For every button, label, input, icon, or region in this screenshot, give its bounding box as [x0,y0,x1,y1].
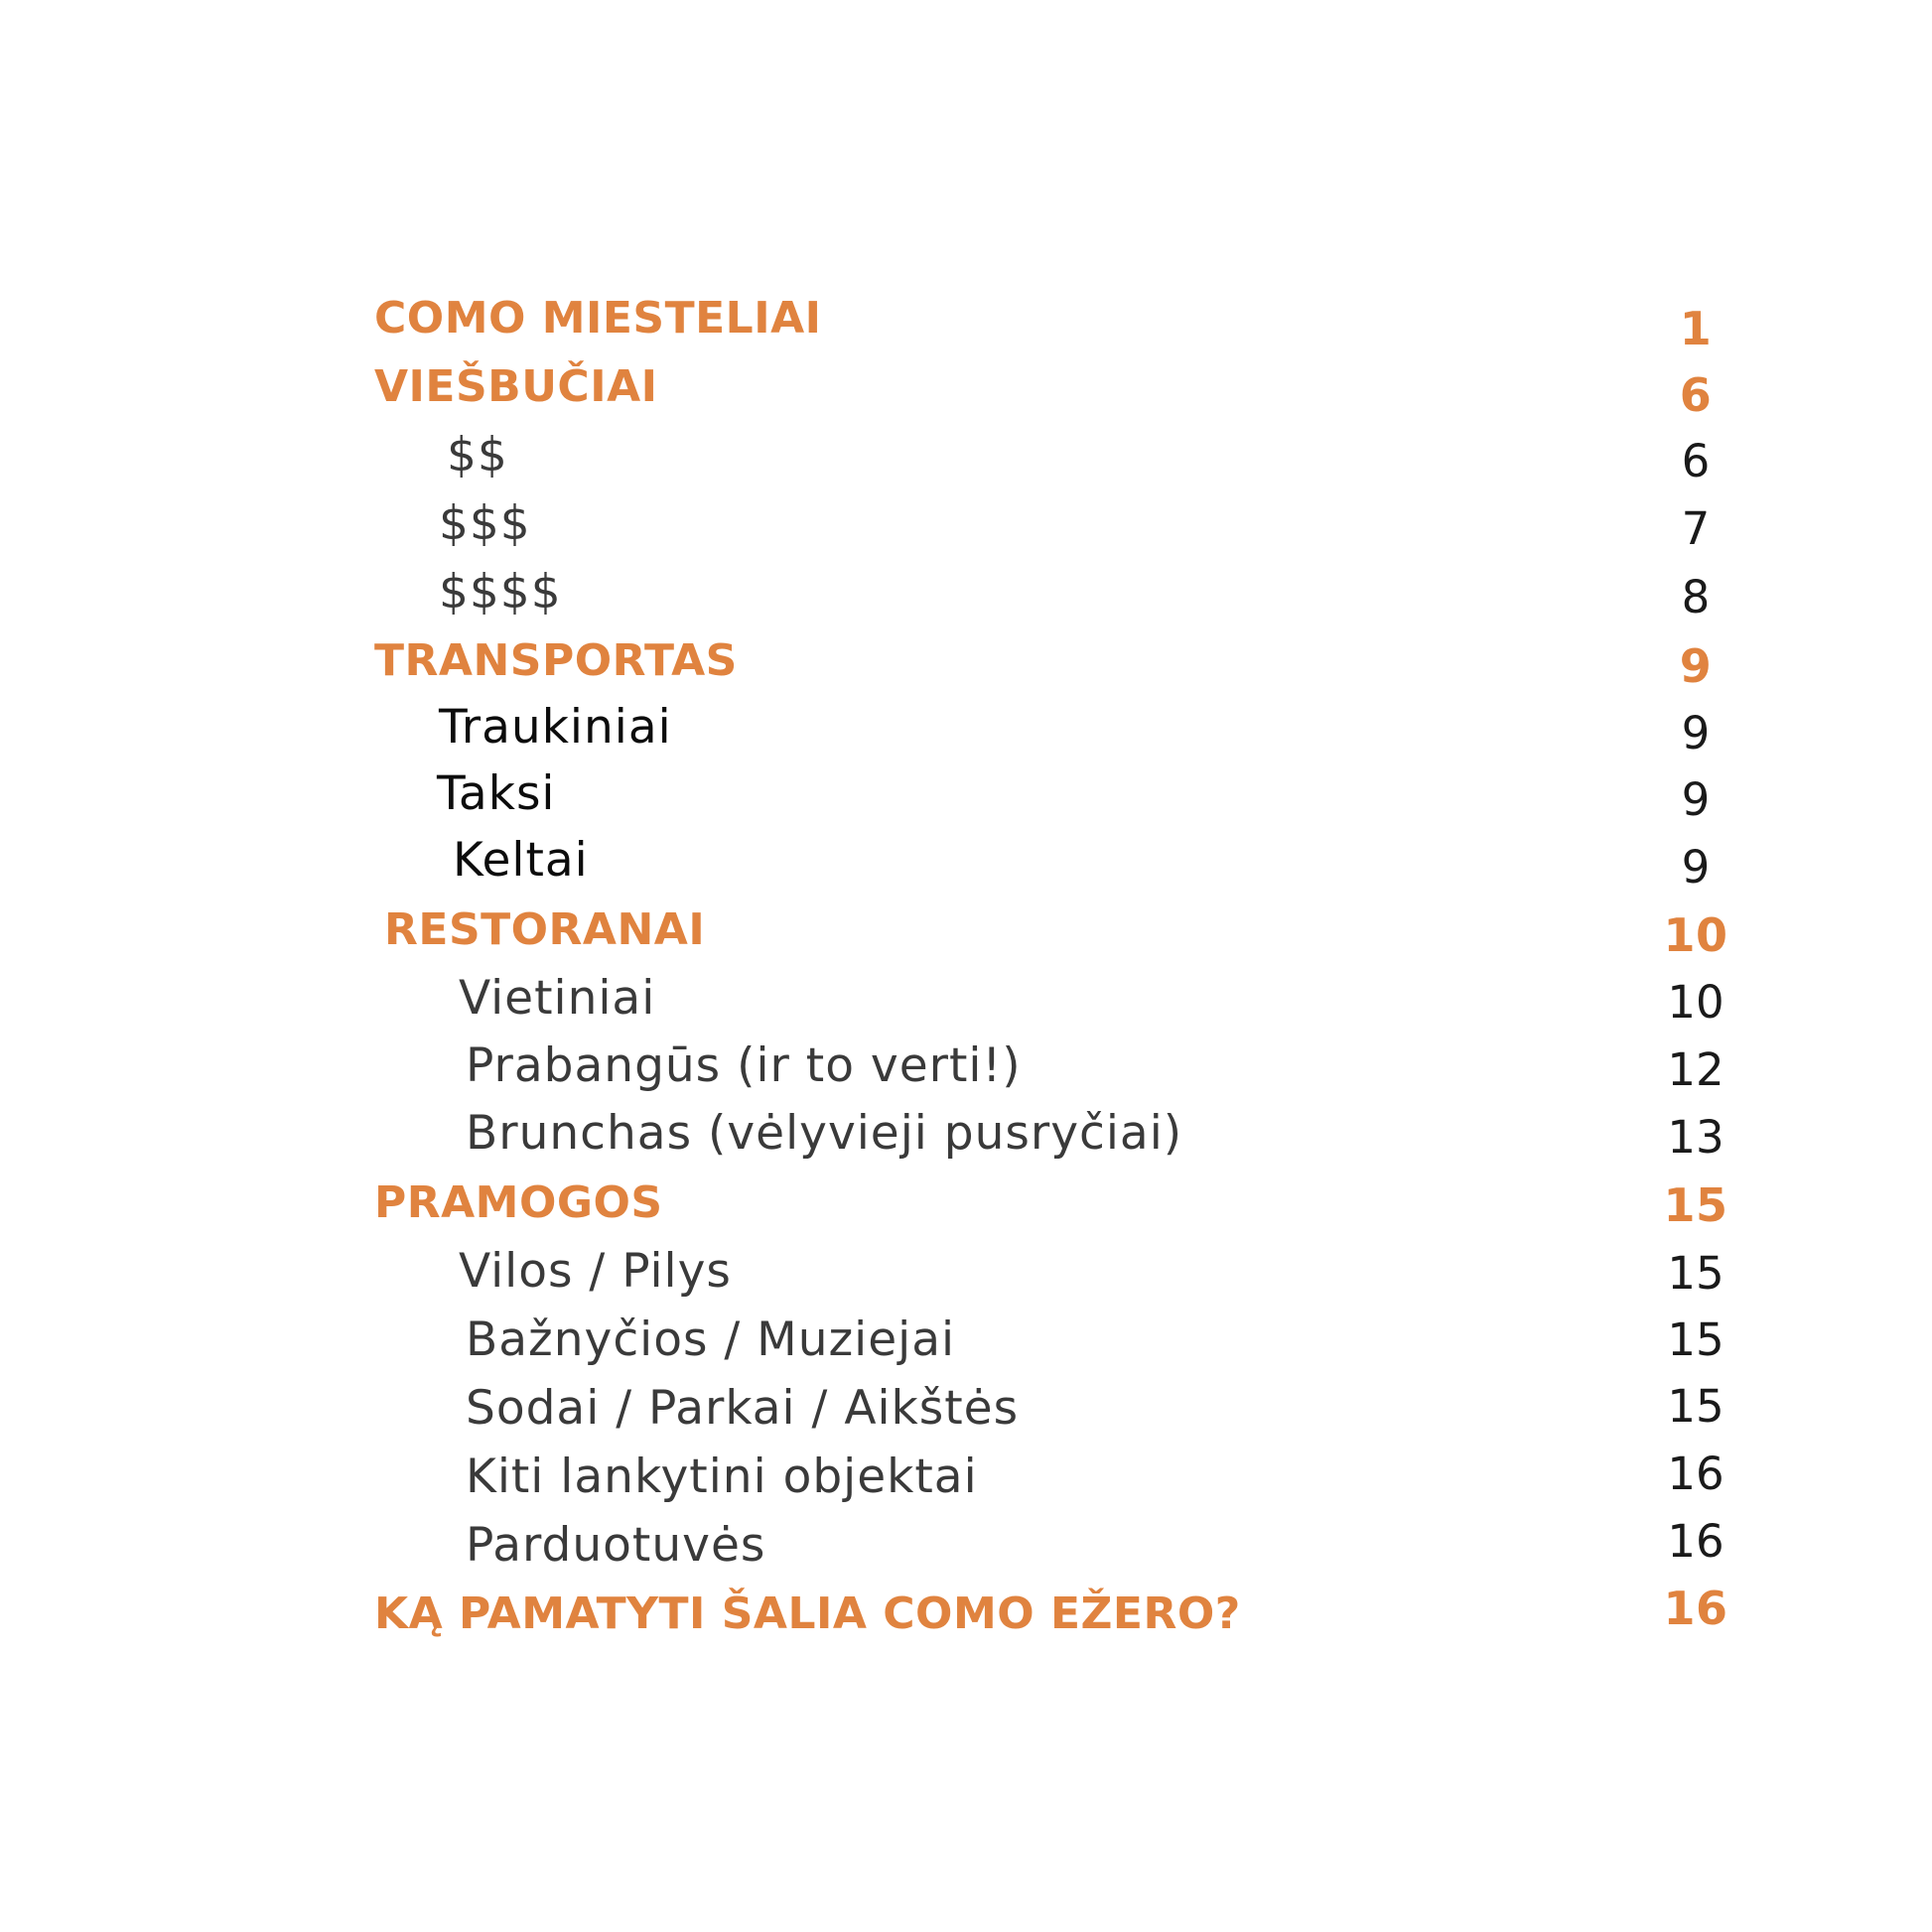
toc-subitem-sodai-parkai-aikstes[interactable] [0,1375,1932,1443]
toc-subitem-label: $$$$ [439,565,562,620]
toc-subitem-traukiniai[interactable] [0,694,1932,761]
toc-section-restoranai[interactable] [0,897,1932,964]
toc-subitem-label: Bažnyčios / Muziejai [466,1312,956,1367]
toc-subitem-baznycios-muziejai[interactable] [0,1307,1932,1374]
toc-subitem-prabangus[interactable] [0,1033,1932,1100]
toc-subitem-taksi[interactable] [0,760,1932,828]
toc-section-label: PRAMOGOS [374,1177,663,1228]
toc-subitem-price-4[interactable] [0,559,1932,626]
toc-page-number: 15 [1667,1313,1725,1366]
toc-section-ka-pamatyti[interactable] [0,1581,1932,1648]
toc-page-number: 10 [1667,976,1725,1029]
toc-page-number: 15 [1663,1178,1728,1232]
toc-page-number: 15 [1667,1247,1725,1300]
toc-subitem-label: Brunchas (vėlyvieji pusryčiai) [466,1106,1183,1161]
toc-page-number: 9 [1681,773,1711,826]
toc-subitem-label: Parduotuvės [466,1518,766,1573]
toc-page-number: 15 [1667,1380,1725,1433]
toc-page-number: 10 [1663,908,1728,962]
toc-page-number: 9 [1681,841,1711,894]
toc-subitem-label: Vilos / Pilys [459,1244,732,1299]
toc-subitem-label: Vietiniai [459,971,656,1026]
toc-subitem-label: $$$ [439,496,531,551]
toc-subitem-label: $$ [447,428,508,483]
toc-section-label: VIEŠBUČIAI [374,361,658,412]
toc-subitem-vilos-pilys[interactable] [0,1238,1932,1306]
toc-subitem-label: Sodai / Parkai / Aikštės [466,1381,1020,1436]
toc-subitem-label: Taksi [437,766,556,821]
toc-page-number: 16 [1663,1582,1728,1635]
toc-section-label: TRANSPORTAS [374,635,738,686]
toc-section-transportas[interactable] [0,627,1932,695]
toc-subitem-vietiniai[interactable] [0,965,1932,1033]
toc-subitem-keltai[interactable] [0,827,1932,895]
toc-page-number: 16 [1667,1515,1725,1568]
toc-section-viesbuciai[interactable] [0,353,1932,421]
toc-subitem-kiti-objektai[interactable] [0,1444,1932,1511]
toc-section-pramogos[interactable] [0,1170,1932,1237]
toc-subitem-price-3[interactable] [0,490,1932,558]
toc-subitem-price-2[interactable] [0,422,1932,489]
toc-page-number: 8 [1681,571,1711,623]
toc-page-number: 7 [1681,502,1711,555]
toc-page-number: 12 [1667,1043,1725,1096]
toc-section-label: KĄ PAMATYTI ŠALIA COMO EŽERO? [374,1588,1241,1639]
toc-section-como-miesteliai[interactable] [0,285,1932,355]
toc-subitem-label: Prabangūs (ir to verti!) [466,1038,1022,1093]
toc-page-number: 13 [1667,1111,1725,1164]
toc-page-number: 6 [1679,368,1713,422]
toc-subitem-parduotuves[interactable] [0,1512,1932,1580]
toc-subitem-label: Kiti lankytini objektai [466,1449,978,1504]
toc-page-number: 6 [1681,435,1711,487]
toc-subitem-label: Traukiniai [439,700,672,755]
toc-subitem-label: Keltai [453,833,589,888]
toc-page-number: 9 [1679,639,1713,693]
toc-page-number: 16 [1667,1448,1725,1500]
toc-page-number: 1 [1679,302,1713,355]
toc-subitem-brunchas[interactable] [0,1100,1932,1168]
toc-page-number: 9 [1681,707,1711,759]
toc-section-label: COMO MIESTELIAI [374,293,822,344]
toc-section-label: RESTORANAI [384,904,706,955]
